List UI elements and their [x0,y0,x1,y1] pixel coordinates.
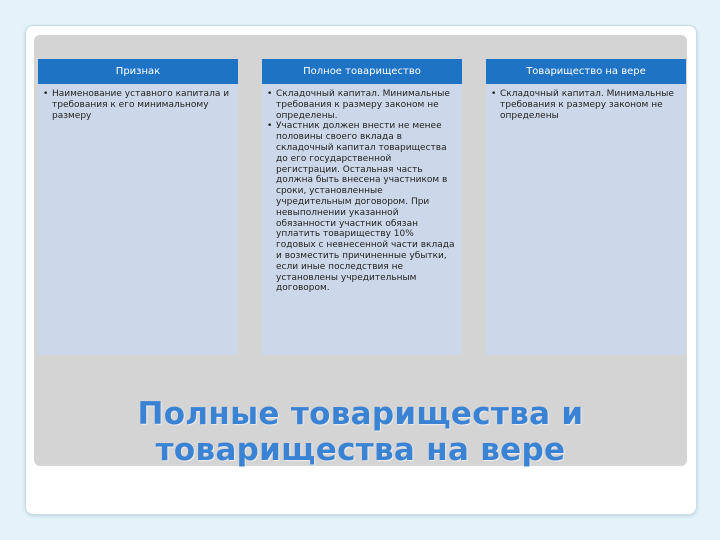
table-column-limited-partnership [486,59,686,355]
slide-title-line-1: Полные товарищества и [137,396,584,432]
column-body-limited-partnership [486,84,686,355]
column-body-general-partnership [262,84,462,355]
column-header-limited-partnership: Товарищество на вере [486,59,686,84]
bullet-item: • Складочный капитал. Минимальные требования к размеру законом не определены. [268,89,456,121]
table-column-criterion [38,59,238,355]
slide-title [34,396,687,468]
table-column-general-partnership [262,59,462,355]
bullet-item: • Участник должен внести не менее половины своего вклада в складочный капитал товарищества до его государственной регистрации. Остальная часть должна быть внесена участником в сроки, установленные учредительным договором. При невыполнении указанной обязанности участник обязан уплатить товариществу 10% годовых с невнесенной части вклада и возместить причиненные убытки, если иные последствия не установлены учредительным договором. [268,121,456,294]
column-body-criterion [38,84,238,355]
bullet-item: • Складочный капитал. Минимальные требования к размеру законом не определены [492,89,680,121]
bullet-item: • Наименование уставного капитала и требования к его минимальному размеру [44,89,232,121]
slide-title-line-2: товарищества на вере [155,432,566,468]
column-header-general-partnership: Полное товарищество [262,59,462,84]
column-header-criterion: Признак [38,59,238,84]
